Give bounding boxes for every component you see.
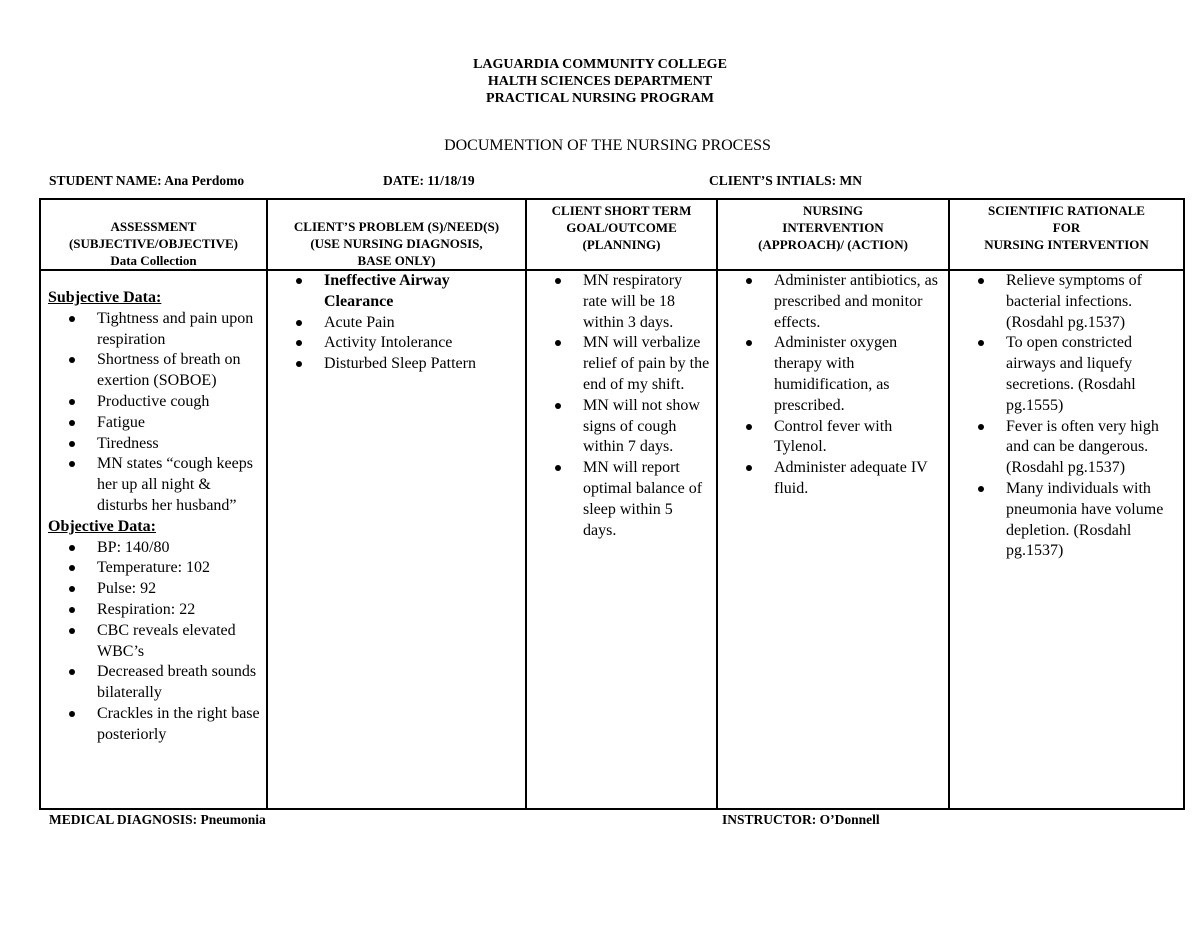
document-title: DOCUMENTION OF THE NURSING PROCESS: [444, 137, 771, 154]
list-item: Pulse: 92: [41, 579, 260, 600]
list-item: MN respiratory rate will be 18 within 3 days.: [527, 271, 710, 333]
nursing-process-table: [39, 198, 1185, 810]
assessment-header: [41, 200, 266, 269]
list-item: MN will not show signs of cough within 7 days.: [527, 396, 710, 458]
instructor-name: INSTRUCTOR: O’Donnell: [722, 812, 880, 827]
list-item: MN will verbalize relief of pain by the end of my shift.: [527, 333, 710, 395]
problem-header: [268, 200, 525, 269]
list-item: BP: 140/80: [41, 538, 260, 559]
list-item: Fever is often very high and can be dangerous. (Rosdahl pg.1537): [950, 417, 1181, 479]
header-line: (SUBJECTIVE/OBJECTIVE): [68, 236, 239, 251]
list-item: Activity Intolerance: [268, 333, 519, 354]
list-item: Fatigue: [41, 413, 260, 434]
department-name: HALTH SCIENCES DEPARTMENT: [487, 74, 713, 89]
rationale-cell: [950, 271, 1187, 562]
college-name: LAGUARDIA COMMUNITY COLLEGE: [473, 57, 727, 72]
objective-list: [41, 538, 260, 746]
rationale-list: [950, 271, 1181, 562]
header-line: FOR: [1052, 220, 1081, 235]
header-line: GOAL/OUTCOME: [566, 220, 677, 235]
header-line: NURSING INTERVENTION: [984, 237, 1149, 252]
medical-diagnosis: MEDICAL DIAGNOSIS: Pneumonia: [49, 812, 266, 827]
intervention-cell: [718, 271, 948, 500]
header-line: BASE ONLY): [357, 253, 436, 268]
list-item: To open constricted airways and liquefy secretions. (Rosdahl pg.1555): [950, 333, 1181, 416]
list-item: Relieve symptoms of bacterial infections. (Rosdahl pg.1537): [950, 271, 1181, 333]
subjective-heading: Subjective Data:: [48, 289, 162, 306]
goal-header: [527, 200, 716, 269]
header-line: (USE NURSING DIAGNOSIS,: [310, 236, 483, 251]
list-item: Tightness and pain upon respiration: [41, 309, 260, 351]
list-item: Acute Pain: [268, 313, 519, 334]
intervention-list: [718, 271, 942, 500]
list-item: Temperature: 102: [41, 558, 260, 579]
list-item: Tiredness: [41, 434, 260, 455]
header-line: NURSING: [803, 203, 863, 218]
list-item: MN states “cough keeps her up all night & disturbs her husband”: [41, 454, 260, 516]
list-item: Many individuals with pneumonia have volume depletion. (Rosdahl pg.1537): [950, 479, 1181, 562]
list-item: Shortness of breath on exertion (SOBOE): [41, 350, 260, 392]
header-line: CLIENT SHORT TERM: [551, 203, 692, 218]
rationale-header: [950, 200, 1183, 269]
header-line: SCIENTIFIC RATIONALE: [988, 203, 1145, 218]
list-item: CBC reveals elevated WBC’s: [41, 621, 260, 663]
objective-heading: Objective Data:: [48, 517, 156, 535]
list-item: Administer adequate IV fluid.: [718, 458, 942, 500]
problem-cell: [268, 271, 525, 375]
list-item: Productive cough: [41, 392, 260, 413]
list-item: Ineffective Airway Clearance: [268, 271, 519, 313]
header-line: (PLANNING): [582, 237, 661, 252]
program-name: PRACTICAL NURSING PROGRAM: [486, 91, 714, 106]
intervention-header: [718, 200, 948, 269]
subjective-list: [41, 309, 260, 517]
header-line: INTERVENTION: [782, 220, 884, 235]
list-item: Administer antibiotics, as prescribed and monitor effects.: [718, 271, 942, 333]
goal-cell: [527, 271, 716, 541]
list-item: Control fever with Tylenol.: [718, 417, 942, 459]
assessment-cell: [41, 271, 266, 746]
list-item: Administer oxygen therapy with humidification, as prescribed.: [718, 333, 942, 416]
list-item: Crackles in the right base posteriorly: [41, 704, 260, 746]
header-line: ASSESSMENT: [110, 219, 197, 234]
header-line: Data Collection: [110, 253, 197, 268]
list-item: Disturbed Sleep Pattern: [268, 354, 519, 375]
student-name: STUDENT NAME: Ana Perdomo: [49, 173, 245, 188]
list-item: Respiration: 22: [41, 600, 260, 621]
list-item: MN will report optimal balance of sleep within 5 days.: [527, 458, 710, 541]
date-field: DATE: 11/18/19: [383, 173, 475, 188]
goal-list: [527, 271, 710, 541]
header-line: CLIENT’S PROBLEM (S)/NEED(S): [293, 219, 500, 234]
header-line: (APPROACH)/ (ACTION): [758, 237, 908, 252]
client-initials: CLIENT’S INTIALS: MN: [709, 173, 863, 188]
list-item: Decreased breath sounds bilaterally: [41, 662, 260, 704]
problem-list: [268, 271, 519, 375]
